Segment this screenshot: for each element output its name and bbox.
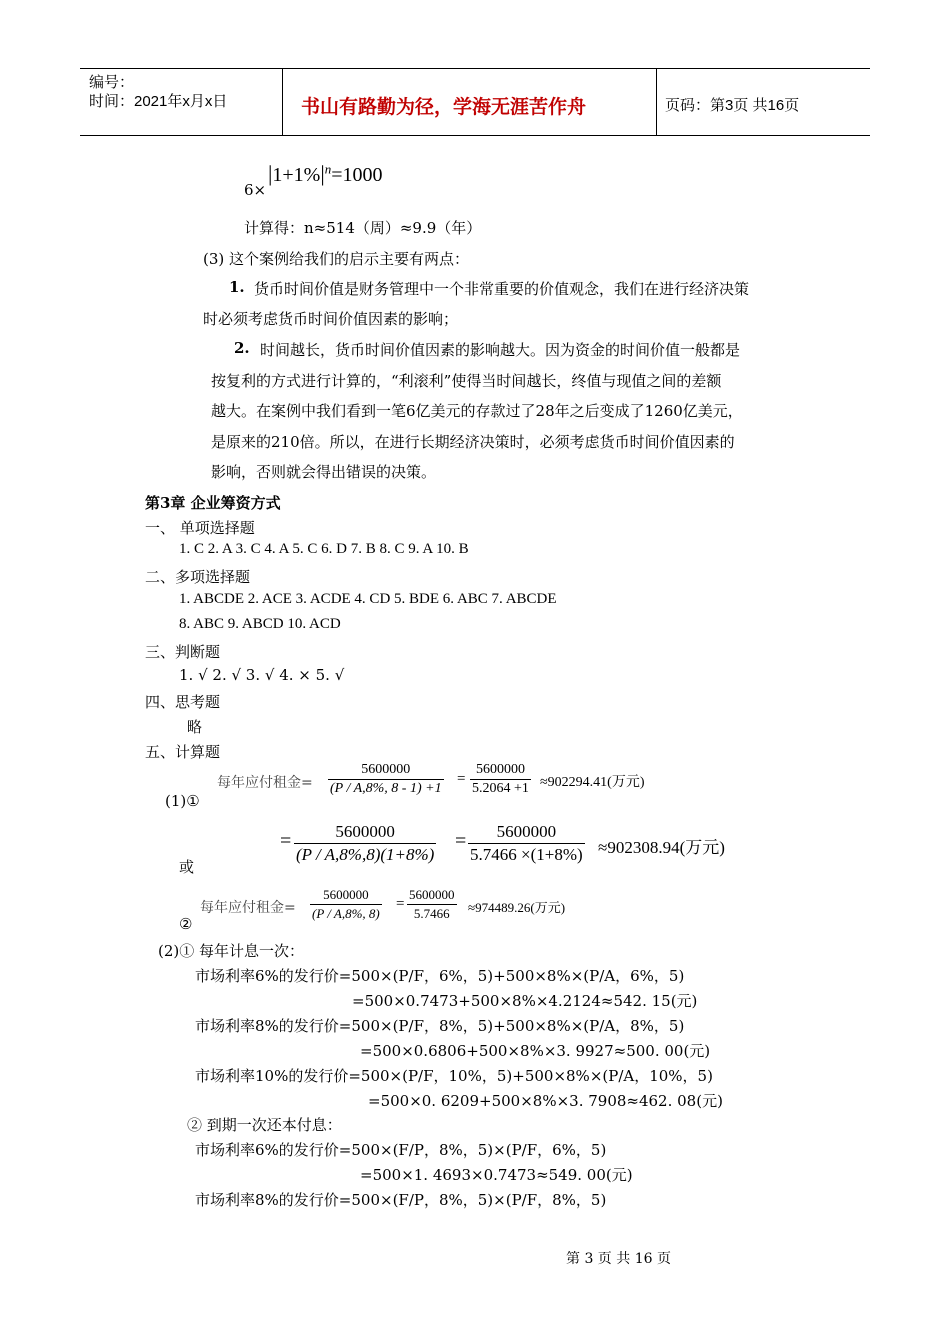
f2-numerator-1: 5600000 bbox=[335, 822, 395, 841]
f3-result: ≈974489.26(万元) bbox=[468, 900, 566, 915]
insight1-line1: 货币时间价值是财务管理中一个非常重要的价值观念，我们在进行经济决策 bbox=[254, 280, 750, 298]
f3-label: 每年应付租金= bbox=[200, 900, 296, 916]
insight1-line2: 时必须考虑货币时间价值因素的影响； bbox=[203, 310, 459, 328]
f2-numerator-2: 5600000 bbox=[496, 822, 557, 841]
f1-result: ≈902294.41(万元) bbox=[540, 775, 645, 790]
insight2-line1: 时间越长，货币时间价值因素的影响越大。因为资金的时间价值一般都是 bbox=[260, 341, 741, 359]
f3-numerator-2: 5600000 bbox=[409, 887, 455, 902]
f3-fraction-2 bbox=[407, 887, 457, 922]
section-5-title: 五、计算题 bbox=[145, 743, 221, 761]
f2-fraction-2 bbox=[468, 822, 585, 865]
section-1-answers: 1. C 2. A 3. C 4. A 5. C 6. D 7. B 8. C 9. A 10. B bbox=[179, 541, 469, 557]
insight1-number: 1. bbox=[229, 278, 245, 296]
part2-line-6: =500×0. 6209+500×8%×3. 7908≈462. 08(元) bbox=[368, 1092, 723, 1110]
f2-fraction-1 bbox=[294, 822, 436, 865]
f1-equals: = bbox=[457, 771, 466, 787]
header-divider-2 bbox=[656, 68, 657, 136]
calc-result: 计算得：n≈514（周）≈9.9（年） bbox=[244, 219, 482, 237]
f2-denominator-2: 5.7466 ×(1+8%) bbox=[470, 845, 583, 864]
f2-denominator-1: (P / A,8%,8)(1+8%) bbox=[296, 845, 435, 864]
part2-line-5: 市场利率10%的发行价=500×(P/F，10%，5)+500×8%×(P/A，10%，5) bbox=[195, 1067, 713, 1085]
f3-fraction-1 bbox=[310, 887, 382, 922]
section-4-title: 四、思考题 bbox=[145, 693, 221, 711]
page-footer: 第 3 页 共 16 页 bbox=[566, 1251, 671, 1267]
eq1-base: 1+1% bbox=[272, 164, 321, 186]
header-date-label: 时间：2021年x月x日 bbox=[89, 93, 228, 110]
part2b-heading: ② 到期一次还本付息： bbox=[187, 1116, 342, 1134]
f2-equals: = bbox=[280, 830, 292, 852]
f3-marker: ② bbox=[179, 915, 193, 933]
f1-marker: (1)① bbox=[165, 792, 200, 810]
section-4-answer: 略 bbox=[187, 718, 203, 736]
f2-equals-2: = bbox=[455, 830, 467, 852]
f1-numerator-1: 5600000 bbox=[361, 762, 411, 777]
part2-line-2: =500×0.7473+500×8%×4.2124≈542. 15(元) bbox=[352, 992, 698, 1010]
header-divider-1 bbox=[282, 68, 283, 136]
f1-label: 每年应付租金= bbox=[217, 775, 313, 791]
part2-line-4: =500×0.6806+500×8%×3. 9927≈500. 00(元) bbox=[360, 1042, 711, 1060]
f3-denominator-2: 5.7466 bbox=[407, 904, 457, 922]
f1-denominator-2: 5.2064 +1 bbox=[472, 781, 529, 796]
section-3-answers: 1. √ 2. √ 3. √ 4. × 5. √ bbox=[179, 666, 345, 684]
insight2-line5: 影响，否则就会得出错误的决策。 bbox=[211, 463, 437, 481]
part2-heading: (2)① 每年计息一次： bbox=[158, 942, 305, 960]
part2-line-1: 市场利率6%的发行价=500×(P/F，6%，5)+500×8%×(P/A，6%，5) bbox=[195, 967, 685, 985]
section-2-answers-2: 8. ABC 9. ABCD 10. ACD bbox=[179, 616, 341, 632]
part2-line-3: 市场利率8%的发行价=500×(P/F，8%，5)+500×8%×(P/A，8%，5) bbox=[195, 1017, 685, 1035]
header-code-label: 编号： bbox=[89, 74, 135, 91]
part2-line-9: 市场利率8%的发行价=500×(F/P，8%，5)×(P/F，8%，5) bbox=[195, 1191, 607, 1209]
header-page-label: 页码：第3页 共16页 bbox=[665, 97, 800, 114]
insight2-line3: 越大。在案例中我们看到一笔6亿美元的存款过了28年之后变成了1260亿美元， bbox=[211, 402, 743, 420]
header-bottom-rule bbox=[80, 135, 870, 136]
or-label: 或 bbox=[179, 858, 195, 876]
eq1-rhs: =1000 bbox=[331, 164, 383, 186]
section-2-answers-1: 1. ABCDE 2. ACE 3. ACDE 4. CD 5. BDE 6. ABC 7. ABCDE bbox=[179, 591, 557, 607]
f3-equals: = bbox=[396, 896, 405, 912]
header-top-rule bbox=[80, 68, 870, 69]
eq1-prefix: 6× bbox=[244, 181, 267, 199]
section-1-title: 一、 单项选择题 bbox=[145, 519, 255, 537]
header-motto: 书山有路勤为径，学海无涯苦作舟 bbox=[301, 96, 587, 118]
f2-result: ≈902308.94(万元) bbox=[598, 838, 725, 857]
insight2-line4: 是原来的210倍。所以，在进行长期经济决策时，必须考虑货币时间价值因素的 bbox=[211, 433, 735, 451]
f1-fraction-1 bbox=[328, 762, 444, 797]
part2-line-7: 市场利率6%的发行价=500×(F/P，8%，5)×(P/F，6%，5) bbox=[195, 1141, 607, 1159]
section-3-title: 三、判断题 bbox=[145, 643, 221, 661]
f1-numerator-2: 5600000 bbox=[475, 762, 525, 777]
chapter-title: 第3章 企业筹资方式 bbox=[145, 494, 281, 512]
insight-heading: (3) 这个案例给我们的启示主要有两点： bbox=[203, 250, 470, 268]
insight2-line2: 按复利的方式进行计算的，“利滚利”使得当时间越长，终值与现值之间的差额 bbox=[211, 372, 722, 390]
f3-numerator-1: 5600000 bbox=[323, 887, 369, 902]
page-header bbox=[80, 68, 870, 136]
insight2-number: 2. bbox=[234, 339, 250, 357]
eq1-exponent: n bbox=[324, 161, 332, 177]
section-2-title: 二、多项选择题 bbox=[145, 568, 251, 586]
f1-fraction-2 bbox=[470, 762, 531, 797]
f1-denominator-1: (P / A,8%, 8 - 1) +1 bbox=[330, 781, 442, 796]
f3-denominator-1: (P / A,8%, 8) bbox=[312, 906, 380, 921]
eq1-expression: $|1+1\%|^n=1000$ bbox=[268, 161, 383, 186]
part2-line-8: =500×1. 4693×0.7473≈549. 00(元) bbox=[360, 1166, 633, 1184]
